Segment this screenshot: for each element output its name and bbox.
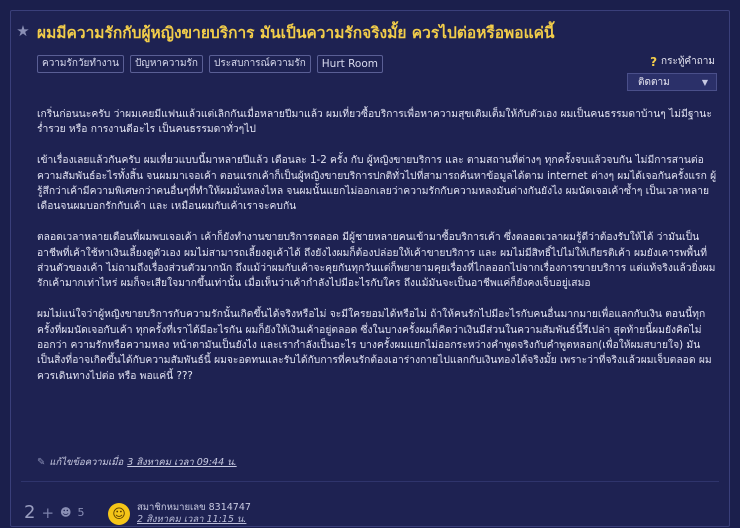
tag-list <box>37 55 383 73</box>
emotion-icon[interactable]: ☻ <box>60 506 72 519</box>
post-date: 2 สิงหาคม เวลา 11:15 น. <box>137 514 247 525</box>
caret-down-icon: ▼ <box>701 77 708 87</box>
topic-post <box>10 10 730 527</box>
plus-icon[interactable]: + <box>41 503 55 522</box>
follow-dropdown-label: ติดตาม <box>638 76 670 88</box>
post-paragraph: ผมไม่แน่ใจว่าผู้หญิงขายบริการกับความรักนั้นเกิดขึ้นได้จริงหรือไม่ จะมีใครยอมได้หรือไม่ ถ้าให้คนรักไปมีอะไรกับคนอื่นมากมายเพื่อแลกกับเงิน ตอนนี้ทุกครั้งที่ผมนัดเจอกับเค้า ทุกครั้งที่เราได้มีอะไรกัน ผมก็ยังให้เงินเค้าอยู่ตลอด ซึ่งในบางครั้งผมก็คิดว่าเงินมีส่วนในความสัมพันธ์นี้รึเปล่า สุดท้ายนี้ผมยังคิดไม่ออกว่า ความรักหรือความหลง หน้าตามันเป็นยังไง และเรากำลังเป็นอะไร บางครั้งผมแยกไม่ออกระหว่างคำพูดจริงกับคำพูดหลอก(เพื่อให้ผมสบายใจ) มันเป็นสิ่งที่อาจเกิดขึ้นได้กับความสัมพันธ์นี้ ผมจะอดทนและรับได้กับการที่คนรักต้องเอาร่างกายไปแลกกับเงินทองได้จริงมั้ย เพราะว่าที่จริงแล้วผมเจ็บตลอด ผมควรเดินทางไปต่อ หรือ พอแค่นี้ ??? <box>37 308 712 382</box>
edited-note <box>37 455 237 470</box>
question-type <box>650 54 715 69</box>
member-info <box>137 502 251 526</box>
post-paragraph: ตลอดเวลาหลายเดือนที่ผมพบเจอเค้า เค้าก็ยังทำงานขายบริการตลอด มีผู้ชายหลายคนเข้ามาซื้อบริการเค้า ซึ่งตลอดเวลาผมรู้ดีว่าต้องรับให้ได้ ว่ามันเป็นอาชีพที่เค้าใช้หาเงินเลี้ยงดูตัวเอง ผมไม่สามารถเลี้ยงดูเค้าได้ ถึงยังไงผมก็ต้องปล่อยให้เค้าขายบริการ และ ผมไม่มีสิทธิ์ไปไม่ให้เกียรติเค้า ผมยังเคารพพื้นที่ส่วนตัวของเค้า ไม่ถามถึงเรื่องส่วนตัวมากนัก ถึงแม้ว่าผมกับเค้าจะคุยกันทุกวันแต่ก็พยายามคุยเรื่องที่ไกลออกไปจากเรื่องการขายบริการ แต่แท้จริงแล้วยิ่งผมรักเค้ามากเท่าไหร่ ผมก็จะเสียใจมากขึ้นเท่านั้น เมื่อเห็นว่าเค้ากำลังไปมีอะไรกับใคร ถึงแม้มันจะเป็นอาชีพแค่ก็ยังคงเจ็บอยู่เสมอ <box>37 231 716 290</box>
star-icon[interactable]: ★ <box>16 22 30 40</box>
avatar[interactable]: ☺ <box>108 503 130 525</box>
top-bar <box>0 0 740 10</box>
tag-item[interactable]: ปัญหาความรัก <box>130 55 203 73</box>
tag-item[interactable]: ประสบการณ์ความรัก <box>209 55 311 73</box>
post-paragraph: เข้าเรื่องเลยแล้วกันครับ ผมเที่ยวแบบนี้มาหลายปีแล้ว เดือนละ 1-2 ครั้ง กับ ผู้หญิงขายบริการ และ ตามสถานที่ต่างๆ ทุกครั้งจบแล้วจบกัน ไม่มีการสานต่อความสัมพันธ์อะไรทั้งสิ้น จนผมมาเจอเค้า ตอนแรกเค้าก็เป็นผู้หญิงขายบริการปกติทั่วไปที่สามารถค้นหาข้อมูลได้ตาม internet ต่างๆ ผมได้เจอกันครั้งแรก ผู้รู้สึกว่าเค้ามีความพิเศษกว่าคนอื่นๆที่ทำให้ผมมั่นหลงไหล จนผมนั้นแยกไม่ออกเลยว่าความรักกับความหลงมันต่างกันยังไง ผมนัดเจอเค้าซ้ำๆ เป็นเวลาหลายเดือนจนผมบอกรักกับเค้า และ เหมือนผมกับเค้าเราจะคบกัน <box>37 154 717 213</box>
follow-dropdown[interactable] <box>627 73 717 91</box>
footer-divider <box>21 481 719 482</box>
question-mark-icon: ? <box>650 54 658 69</box>
member-id[interactable]: สมาชิกหมายเลข 8314747 <box>137 502 251 513</box>
tag-item[interactable]: Hurt Room <box>317 55 383 73</box>
vote-bar <box>24 502 85 523</box>
edited-date[interactable]: 3 สิงหาคม เวลา 09:44 น. <box>127 457 237 468</box>
topic-title: ผมมีความรักกับผู้หญิงขายบริการ มันเป็นความรักจริงมั้ย ควรไปต่อหรือพอแค่นี้ <box>37 24 555 42</box>
vote-count: 2 <box>24 502 36 523</box>
tag-item[interactable]: ความรักวัยทำงาน <box>37 55 124 73</box>
edited-prefix: แก้ไขข้อความเมื่อ <box>49 457 124 468</box>
emotion-count: 5 <box>77 506 85 519</box>
post-body <box>37 107 717 400</box>
edit-pencil-icon: ✎ <box>37 457 46 468</box>
question-type-label: กระทู้คำถาม <box>661 56 715 67</box>
post-paragraph: เกริ่นก่อนนะครับ ว่าผมเคยมีแฟนแล้วแต่เลิกกันเมื่อหลายปีมาแล้ว ผมเที่ยวซื้อบริการเพื่อหาความสุขเติมเต็มให้กับตัวเอง ผมเป็นคนธรรมดาบ้านๆ ไม่มีฐานะร่ำรวย หรือ การงานดีอะไร เป็นคนธรรมดาทั่วๆไป <box>37 108 712 136</box>
